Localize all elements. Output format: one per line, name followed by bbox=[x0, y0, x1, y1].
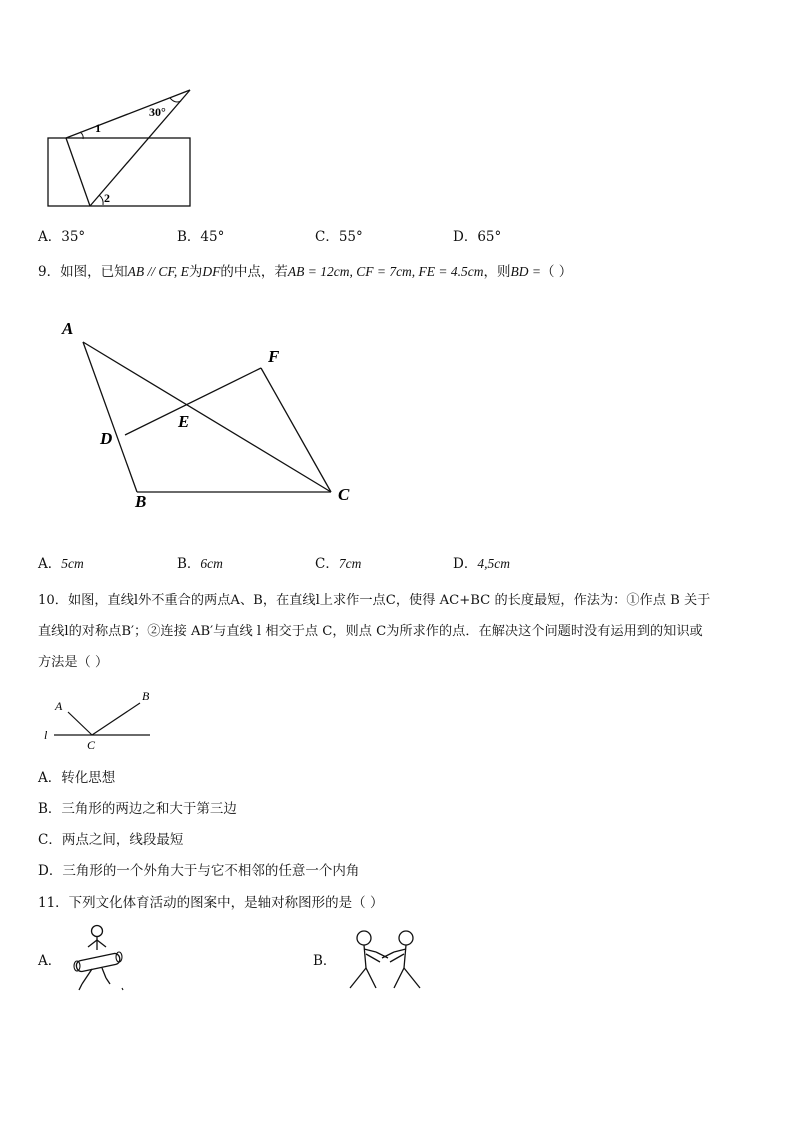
q11-option-a-letter[interactable]: A． bbox=[38, 953, 62, 969]
q10-line-2: 直线l的对称点B′；②连接 AB′与直线 l 相交于点 C，则点 C为所求作的点．在解决这个问题时没有运用到的知识或 bbox=[38, 624, 703, 639]
q8-option-a-letter: A． bbox=[38, 229, 62, 245]
q8-option-c[interactable] bbox=[315, 227, 363, 247]
q9-option-c[interactable] bbox=[315, 554, 361, 574]
q10-option-d[interactable]: D．三角形的一个外角大于与它不相邻的任意一个内角 bbox=[38, 863, 360, 879]
q10-figure bbox=[40, 685, 160, 755]
q9-label-c: C bbox=[338, 485, 350, 504]
q8-option-d-letter: D． bbox=[453, 229, 478, 245]
q8-label-1: 1 bbox=[95, 121, 101, 135]
q9-cond3: AB = 12cm, CF = 7cm, FE = 4.5cm bbox=[287, 264, 484, 279]
q9-label-e: E bbox=[178, 412, 190, 431]
q8-option-c-value: 55° bbox=[338, 229, 363, 245]
q9-option-a[interactable] bbox=[38, 554, 84, 574]
q9-label-a: A bbox=[62, 319, 74, 338]
q8-option-b-letter: B． bbox=[177, 229, 201, 245]
q9-label-b: B bbox=[135, 492, 147, 511]
q10-option-a[interactable]: A．转化思想 bbox=[38, 770, 116, 786]
q10-label-a: A bbox=[55, 699, 63, 713]
q9-option-b-letter: B． bbox=[177, 556, 201, 572]
q9-option-a-letter: A． bbox=[38, 556, 62, 572]
q9-option-b[interactable] bbox=[177, 554, 223, 574]
q9-paren: （ ） bbox=[541, 264, 573, 280]
q8-label-2: 2 bbox=[104, 191, 110, 205]
q9-mid2: 的中点，若 bbox=[220, 264, 288, 280]
q10-line-1: 10．如图，直线l外不重合的两点A、B，在直线l上求作一点C，使得 AC+BC 的长度最短，作法为：①作点 B 关于 bbox=[38, 593, 711, 608]
q9-option-c-letter: C． bbox=[315, 556, 339, 572]
q10-label-b: B bbox=[142, 689, 150, 703]
q8-option-a-value: 35° bbox=[61, 229, 86, 245]
q11-stem: 11．下列文化体育活动的图案中，是轴对称图形的是（ ） bbox=[38, 895, 384, 911]
q9-prefix: 9．如图，已知 bbox=[38, 264, 128, 280]
q9-cond1: AB // CF, E bbox=[127, 264, 189, 279]
q8-option-b-value: 45° bbox=[200, 229, 225, 245]
q10-option-c[interactable]: C．两点之间，线段最短 bbox=[38, 832, 184, 848]
q11-option-a-figure[interactable] bbox=[68, 920, 132, 992]
q9-mid3: ，则 bbox=[483, 264, 511, 280]
q9-label-d: D bbox=[100, 429, 113, 448]
q8-angle-30: 30° bbox=[149, 105, 166, 119]
q9-option-c-value: 7cm bbox=[338, 556, 362, 571]
q11-option-b-letter[interactable]: B． bbox=[313, 953, 337, 969]
q10-line-3: 方法是（ ） bbox=[38, 655, 109, 670]
q9-option-b-value: 6cm bbox=[200, 556, 223, 571]
q9-option-d-value: 4,5cm bbox=[477, 556, 510, 571]
q9-figure bbox=[50, 312, 370, 522]
q9-cond4: BD = bbox=[510, 264, 542, 279]
q8-option-d-value: 65° bbox=[477, 229, 502, 245]
q8-figure bbox=[40, 84, 200, 212]
q9-stem bbox=[38, 262, 572, 282]
q9-cond2: DF bbox=[202, 264, 221, 279]
q9-label-f: F bbox=[268, 347, 280, 366]
q11-option-b-figure[interactable] bbox=[342, 924, 428, 992]
q9-mid1: 为 bbox=[188, 264, 203, 280]
q10-label-c: C bbox=[87, 738, 96, 752]
q9-option-d-letter: D． bbox=[453, 556, 478, 572]
q8-option-a[interactable] bbox=[38, 227, 85, 247]
q8-option-d[interactable] bbox=[453, 227, 501, 247]
q10-label-l: l bbox=[44, 728, 48, 742]
q8-option-b[interactable] bbox=[177, 227, 224, 247]
q8-option-c-letter: C． bbox=[315, 229, 339, 245]
q9-option-d[interactable] bbox=[453, 554, 510, 574]
q9-option-a-value: 5cm bbox=[61, 556, 84, 571]
q10-option-b[interactable]: B．三角形的两边之和大于第三边 bbox=[38, 801, 237, 817]
